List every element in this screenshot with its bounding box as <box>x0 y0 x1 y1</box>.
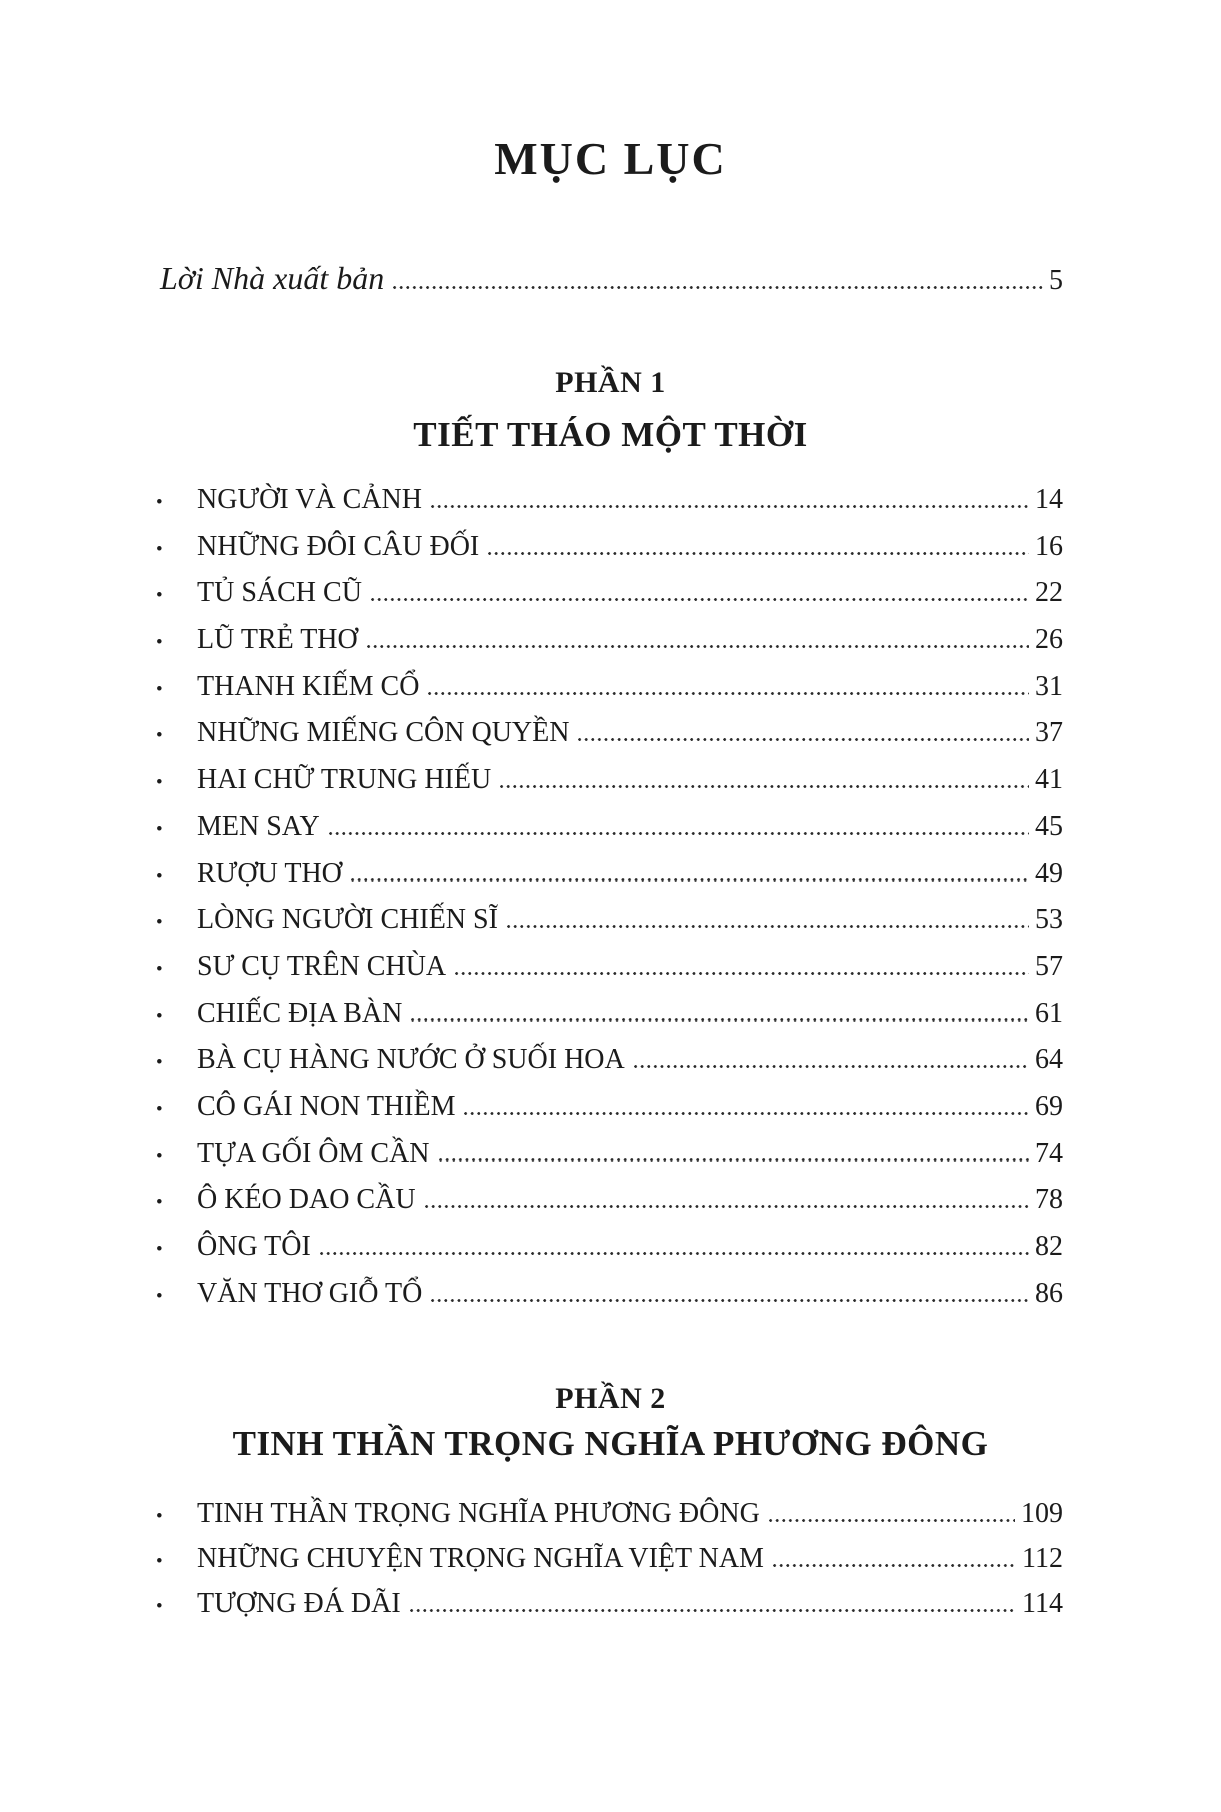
front-matter-row <box>160 256 1063 300</box>
entry-label: LÒNG NGƯỜI CHIẾN SĨ <box>197 904 498 936</box>
entry-page-number: 112 <box>1022 1543 1063 1575</box>
entry-page-number: 57 <box>1035 950 1063 982</box>
entry-label: NHỮNG MIẾNG CÔN QUYỀN <box>197 717 570 749</box>
dotted-leader <box>431 1299 1029 1302</box>
dotted-leader <box>578 738 1029 741</box>
entry-label: MEN SAY <box>197 810 320 842</box>
dotted-leader <box>488 552 1029 555</box>
front-matter-page-number: 5 <box>1049 265 1063 296</box>
entry-label: TƯỢNG ĐÁ DÃI <box>197 1588 401 1620</box>
dotted-leader <box>329 832 1029 835</box>
bullet-icon: • <box>156 1551 163 1573</box>
entry-page-number: 64 <box>1035 1044 1063 1076</box>
toc-entry <box>148 804 1063 851</box>
entry-page-number: 78 <box>1035 1184 1063 1216</box>
entry-label: NHỮNG ĐÔI CÂU ĐỐI <box>197 530 480 562</box>
entry-label: NGƯỜI VÀ CẢNH <box>197 484 422 515</box>
page-title: MỤC LỤC <box>494 133 727 184</box>
entry-page-number: 114 <box>1022 1588 1063 1620</box>
dotted-leader <box>393 286 1043 289</box>
bullet-icon: • <box>156 1098 163 1120</box>
entry-label: NHỮNG CHUYỆN TRỌNG NGHĨA VIỆT NAM <box>197 1543 764 1575</box>
bullet-icon: • <box>156 538 163 560</box>
toc-entry <box>148 851 1063 898</box>
bullet-icon: • <box>156 725 163 747</box>
entry-page-number: 82 <box>1035 1231 1063 1262</box>
dotted-leader <box>371 598 1029 601</box>
dotted-leader <box>425 1205 1029 1208</box>
entry-page-number: 45 <box>1035 810 1063 842</box>
bullet-icon: • <box>156 1239 163 1260</box>
entry-page-number: 61 <box>1035 997 1063 1029</box>
toc-entry <box>148 477 1063 524</box>
toc-entry <box>148 897 1063 944</box>
entry-page-number: 109 <box>1021 1498 1063 1530</box>
dotted-leader <box>634 1065 1029 1068</box>
entry-page-number: 53 <box>1035 904 1063 936</box>
dotted-leader <box>439 1158 1029 1161</box>
toc-entry <box>148 710 1063 757</box>
front-matter-label: Lời Nhà xuất bản <box>160 260 385 296</box>
toc-entry <box>148 1131 1063 1178</box>
toc-entry <box>148 664 1063 711</box>
part-1-kicker: PHẦN 1 <box>555 366 666 399</box>
entry-label: HAI CHỮ TRUNG HIẾU <box>197 764 492 796</box>
entry-page-number: 26 <box>1035 624 1063 656</box>
entry-label: TINH THẦN TRỌNG NGHĨA PHƯƠNG ĐÔNG <box>197 1498 760 1530</box>
entry-label: TỦ SÁCH CŨ <box>197 577 362 609</box>
entry-label: BÀ CỤ HÀNG NƯỚC Ở SUỐI HOA <box>197 1044 625 1076</box>
entry-label: SƯ CỤ TRÊN CHÙA <box>197 950 447 982</box>
dotted-leader <box>464 1112 1029 1115</box>
entry-page-number: 69 <box>1035 1090 1063 1122</box>
bullet-icon: • <box>156 1192 163 1214</box>
dotted-leader <box>769 1519 1015 1522</box>
toc-entry <box>148 1536 1063 1581</box>
bullet-icon: • <box>156 958 163 980</box>
bullet-icon: • <box>156 772 163 794</box>
bullet-icon: • <box>156 1596 163 1618</box>
toc-entry <box>148 944 1063 991</box>
entry-label: CÔ GÁI NON THIỀM <box>197 1090 456 1122</box>
part-2-kicker: PHẦN 2 <box>555 1382 666 1416</box>
bullet-icon: • <box>156 1005 163 1027</box>
dotted-leader <box>428 692 1029 695</box>
toc-entry <box>148 1491 1063 1536</box>
dotted-leader <box>773 1564 1016 1567</box>
entry-label: Ô KÉO DAO CẦU <box>197 1184 416 1216</box>
toc-entry <box>148 1224 1063 1271</box>
toc-entry <box>148 1084 1063 1131</box>
dotted-leader <box>320 1252 1029 1255</box>
dotted-leader <box>455 972 1029 975</box>
bullet-icon: • <box>156 912 163 934</box>
toc-entry <box>148 991 1063 1038</box>
entry-page-number: 86 <box>1035 1277 1063 1309</box>
entry-page-number: 49 <box>1035 857 1063 889</box>
bullet-icon: • <box>156 818 163 840</box>
entry-page-number: 74 <box>1035 1137 1063 1169</box>
dotted-leader <box>500 785 1029 788</box>
dotted-leader <box>351 878 1029 881</box>
bullet-icon: • <box>156 585 163 607</box>
dotted-leader <box>367 645 1029 648</box>
bullet-icon: • <box>156 632 163 654</box>
entry-page-number: 22 <box>1035 577 1063 609</box>
toc-entry <box>148 617 1063 664</box>
part-1-title: TIẾT THÁO MỘT THỜI <box>413 415 808 454</box>
part-1-entry-list <box>148 477 1063 1317</box>
entry-page-number: 37 <box>1035 717 1063 749</box>
entry-page-number: 16 <box>1035 530 1063 562</box>
entry-label: THANH KIẾM CỔ <box>197 670 420 702</box>
toc-entry <box>148 524 1063 571</box>
toc-entry <box>148 1581 1063 1626</box>
bullet-icon: • <box>156 1506 163 1528</box>
part-2-entry-list <box>148 1491 1063 1626</box>
entry-page-number: 14 <box>1035 484 1063 515</box>
entry-label: LŨ TRẺ THƠ <box>197 624 358 656</box>
bullet-icon: • <box>156 865 163 887</box>
bullet-icon: • <box>156 1145 163 1167</box>
entry-label: VĂN THƠ GIỖ TỔ <box>197 1277 423 1309</box>
bullet-icon: • <box>156 1052 163 1074</box>
toc-entry <box>148 1037 1063 1084</box>
part-2-title: TINH THẦN TRỌNG NGHĨA PHƯƠNG ĐÔNG <box>232 1424 989 1464</box>
bullet-icon: • <box>156 678 163 700</box>
entry-label: ÔNG TÔI <box>197 1231 311 1262</box>
toc-entry <box>148 757 1063 804</box>
toc-entry <box>148 1271 1063 1318</box>
dotted-leader <box>507 925 1029 928</box>
entry-page-number: 31 <box>1035 670 1063 702</box>
entry-label: RƯỢU THƠ <box>197 857 342 889</box>
dotted-leader <box>431 505 1029 508</box>
dotted-leader <box>411 1018 1029 1021</box>
toc-entry <box>148 1177 1063 1224</box>
bullet-icon: • <box>156 492 163 513</box>
bullet-icon: • <box>156 1285 163 1307</box>
entry-label: TỰA GỐI ÔM CẦN <box>197 1137 430 1169</box>
toc-entry <box>148 570 1063 617</box>
entry-label: CHIẾC ĐỊA BÀN <box>197 997 403 1029</box>
entry-page-number: 41 <box>1035 764 1063 796</box>
dotted-leader <box>410 1609 1016 1612</box>
